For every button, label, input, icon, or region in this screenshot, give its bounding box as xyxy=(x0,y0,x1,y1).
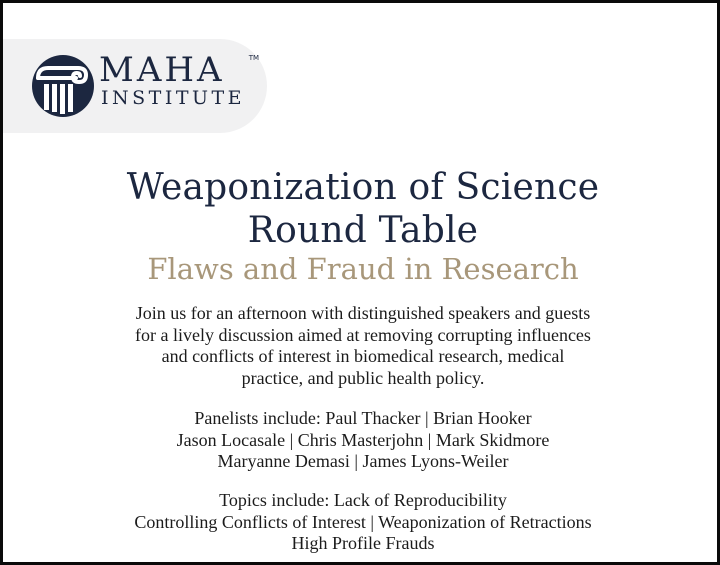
panelists-paragraph xyxy=(3,408,720,473)
panelists-line: Jason Locasale | Chris Masterjohn | Mark Skidmore xyxy=(176,429,550,450)
page-title xyxy=(3,166,720,252)
intro-line: practice, and public health policy. xyxy=(241,367,485,388)
intro-line: for a lively discussion aimed at removing corrupting influences xyxy=(135,324,591,345)
logo-subname: INSTITUTE xyxy=(101,87,246,109)
intro-line: Join us for an afternoon with distinguished speakers and guests xyxy=(135,303,591,323)
topics-line: High Profile Frauds xyxy=(291,533,435,553)
logo-wordmark xyxy=(99,50,260,109)
pillar-column-icon xyxy=(31,54,95,118)
title-line-2: Round Table xyxy=(247,210,479,251)
title-line-1: Weaponization of Science xyxy=(126,167,600,208)
intro-paragraph xyxy=(3,303,720,389)
panelists-line: Maryanne Demasi | James Lyons-Weiler xyxy=(217,451,509,471)
page-subtitle: Flaws and Fraud in Research xyxy=(147,252,579,286)
topics-line: Controlling Conflicts of Interest | Weaponization of Retractions xyxy=(134,511,592,532)
panelists-line: Panelists include: Paul Thacker | Brian Hooker xyxy=(194,408,532,428)
logo-name: MAHA TM xyxy=(99,50,260,90)
trademark-symbol: TM xyxy=(248,54,260,62)
intro-line: and conflicts of interest in biomedical research, medical xyxy=(161,346,565,366)
topics-line: Topics include: Lack of Reproducibility xyxy=(219,490,507,510)
topics-paragraph xyxy=(3,490,720,555)
